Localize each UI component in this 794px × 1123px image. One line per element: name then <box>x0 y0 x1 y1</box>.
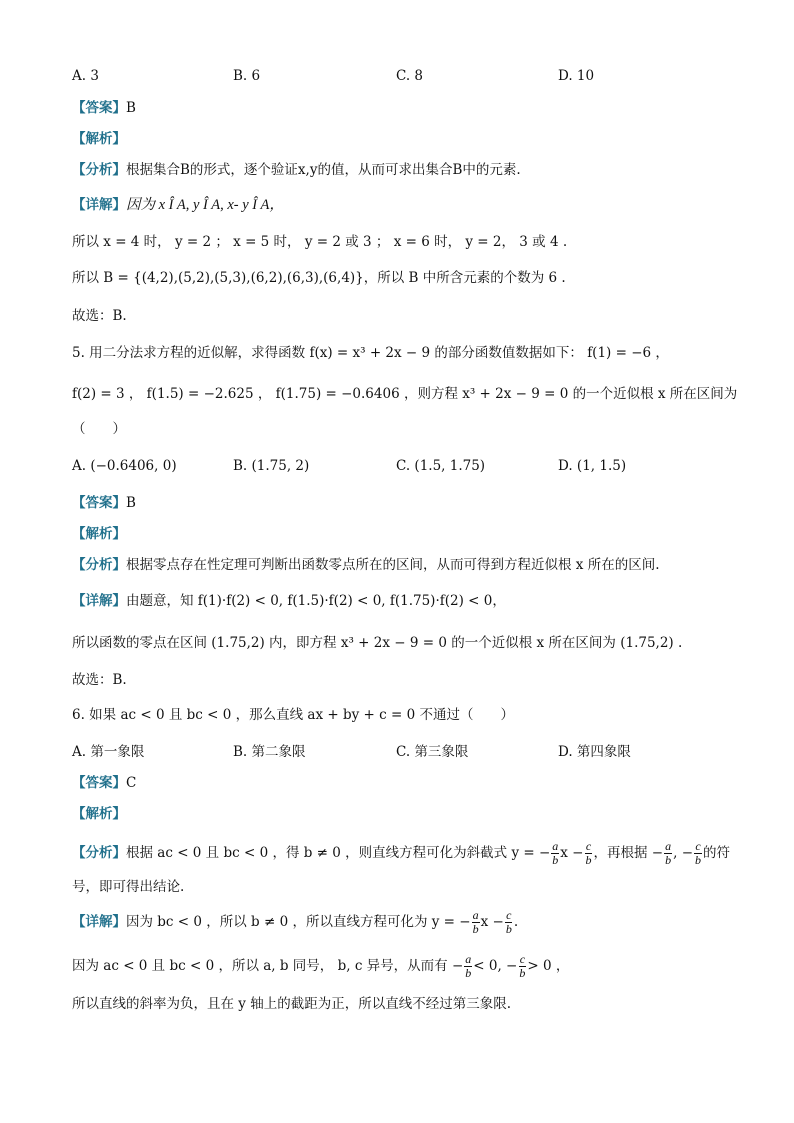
q6-option-d: D. 第四象限 <box>558 744 631 760</box>
q4-answer: 【答案】B <box>72 100 136 116</box>
q4-fenxi: 【分析】根据集合B的形式，逐个验证x,y的值，从而可求出集合B中的元素. <box>72 162 521 178</box>
q5-line2: 所以函数的零点在区间 (1.75,2) 内，即方程 x³ + 2x − 9 = 0 的一个近似根 x 所在区间为 (1.75,2) . <box>72 635 683 651</box>
q5-option-d: D. (1, 1.5) <box>558 458 627 474</box>
fraction-a-over-b-3: $\frac{a}{b}$ <box>472 908 479 936</box>
fraction-c-over-b-4: $\frac{c}{b}$ <box>519 952 526 980</box>
q5-analysis-tag: 【解析】 <box>72 526 126 542</box>
q6-line2: 因为 ac < 0 且 bc < 0 ，所以 a, b 同号， b, c 异号，从而有 − $\frac{a}{b}$ < 0, − $\frac{c}{b}$ > 0 ， <box>72 952 570 980</box>
fraction-c-over-b: $\frac{c}{b}$ <box>585 839 592 867</box>
fraction-c-over-b-2: $\frac{c}{b}$ <box>695 839 702 867</box>
option-a: A. 3 <box>72 68 99 84</box>
q6-line3: 所以直线的斜率为负，且在 y 轴上的截距为正，所以直线不经过第三象限. <box>72 996 511 1012</box>
q6-fenxi-line2: 号，即可得出结论. <box>72 879 185 895</box>
option-b: B. 6 <box>233 68 261 84</box>
q5-answer: 【答案】B <box>72 495 136 511</box>
option-c: C. 8 <box>396 68 424 84</box>
q5-stem-2: f(2) = 3 ， f(1.5) = −2.625 ， f(1.75) = −0.6406 ，则方程 x³ + 2x − 9 = 0 的一个近似根 x 所在区间为 <box>72 386 738 402</box>
q5-stem-3: （ ） <box>72 421 126 437</box>
q5-fenxi: 【分析】根据零点存在性定理可判断出函数零点所在的区间，从而可得到方程近似根 x 所在的区间. <box>72 557 660 573</box>
option-d: D. 10 <box>558 68 595 84</box>
q6-option-b: B. 第二象限 <box>233 744 306 760</box>
q5-option-c: C. (1.5, 1.75) <box>396 458 486 474</box>
q5-xiangjie: 【详解】由题意，知 f(1)·f(2) < 0, f(1.5)·f(2) < 0, f(1.75)·f(2) < 0， <box>72 593 506 609</box>
fraction-a-over-b-2: $\frac{a}{b}$ <box>665 839 672 867</box>
q6-xiangjie: 【详解】因为 bc < 0 ，所以 b ≠ 0 ，所以直线方程可化为 y = − $\frac{a}{b}$ x − $\frac{c}{b}$ . <box>72 908 519 936</box>
q5-option-a: A. (−0.6406, 0) <box>72 458 177 474</box>
q4-conclusion: 故选：B. <box>72 308 127 324</box>
q6-analysis-tag: 【解析】 <box>72 806 126 822</box>
fraction-a-over-b: $\frac{a}{b}$ <box>552 839 559 867</box>
q4-xiangjie: 【详解】因为 x Î A, y Î A, x- y Î A， <box>72 197 284 213</box>
q5-option-b: B. (1.75, 2) <box>233 458 310 474</box>
q4-analysis-tag: 【解析】 <box>72 131 126 147</box>
q6-option-a: A. 第一象限 <box>72 744 145 760</box>
q5-conclusion: 故选：B. <box>72 672 127 688</box>
fraction-a-over-b-4: $\frac{a}{b}$ <box>465 952 472 980</box>
q4-line2: 所以 x = 4 时， y = 2 ； x = 5 时， y = 2 或 3 ； x = 6 时， y = 2， 3 或 4 . <box>72 234 568 250</box>
q6-stem: 6. 如果 ac < 0 且 bc < 0 ，那么直线 ax + by + c = 0 不通过（ ） <box>72 707 514 723</box>
fraction-c-over-b-3: $\frac{c}{b}$ <box>505 908 512 936</box>
q6-fenxi: 【分析】根据 ac < 0 且 bc < 0 ，得 b ≠ 0 ，则直线方程可化为斜截式 y = − $\frac{a}{b}$ x − $\frac{c}{b}$ ，再根据 − $\frac{a}{b}$ , − $\frac{c}{b}$ 的符 <box>72 839 731 867</box>
q6-option-c: C. 第三象限 <box>396 744 469 760</box>
q5-stem-1: 5. 用二分法求方程的近似解，求得函数 f(x) = x³ + 2x − 9 的部分函数值数据如下： f(1) = −6 ， <box>72 345 669 361</box>
q4-line3: 所以 B = {(4,2),(5,2),(5,3),(6,2),(6,3),(6,4)}，所以 B 中所含元素的个数为 6 . <box>72 270 566 286</box>
q6-answer: 【答案】C <box>72 775 137 791</box>
